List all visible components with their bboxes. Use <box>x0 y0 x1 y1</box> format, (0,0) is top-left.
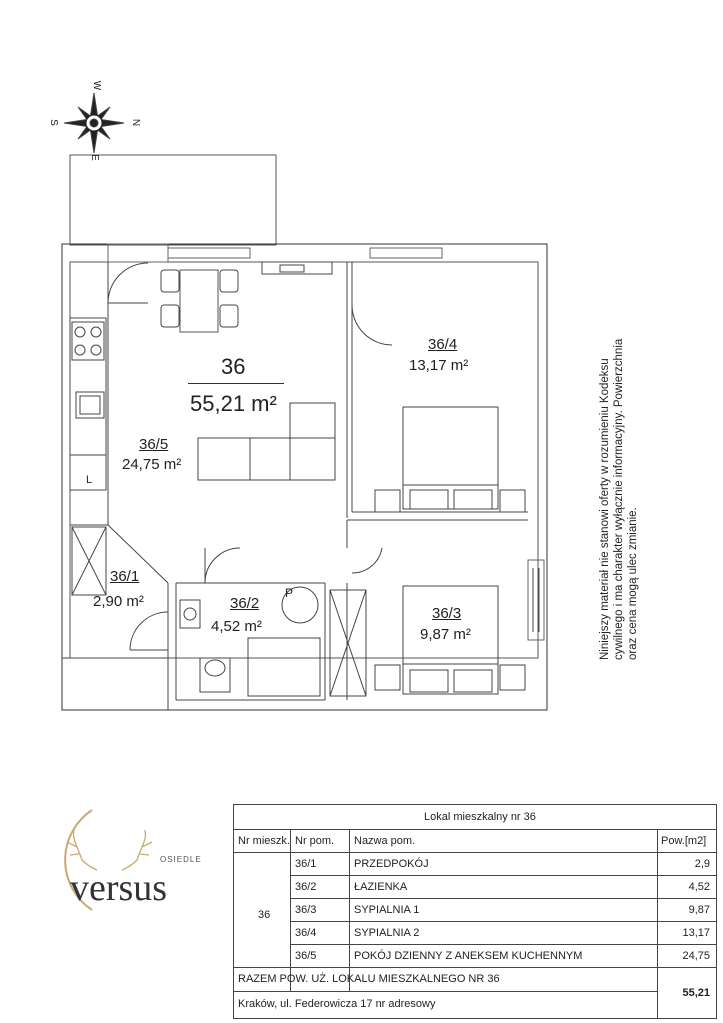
header-room-number: Nr pom. <box>295 835 335 847</box>
room-36-3-number: 36/3 <box>432 605 462 622</box>
total-label: RAZEM POW. UŻ. LOKALU MIESZKALNEGO NR 36 <box>238 973 500 985</box>
room-36-4-number: 36/4 <box>428 336 458 353</box>
outer-wall <box>62 244 547 710</box>
row-1-number: 36/1 <box>295 858 317 870</box>
row-2-number: 36/2 <box>295 881 317 893</box>
room-36-1-number: 36/1 <box>110 568 140 585</box>
row-4-number: 36/4 <box>295 927 317 939</box>
disclaimer-text: Niniejszy materiał nie stanowi oferty w rozumieniu Kodeksu cywilnego i ma charakter wyłącznie informacyjny. Powierzchnia oraz cena mogą ulec zmianie. <box>599 338 639 660</box>
compass-n: N <box>130 118 142 127</box>
row-1-name: PRZEDPOKÓJ <box>354 858 429 870</box>
pipe-label: P <box>285 586 294 600</box>
row-3-name: SYPIALNIA 1 <box>354 904 420 916</box>
logo-small-text: OSIEDLE <box>160 855 202 864</box>
versus-logo <box>52 800 222 920</box>
apartment-underline <box>188 383 284 384</box>
total-area: 55,21 <box>682 987 710 999</box>
row-5-number: 36/5 <box>295 950 317 962</box>
compass-icon <box>64 93 124 153</box>
toilet-icon <box>200 658 230 692</box>
apartment-area: 55,21 m² <box>190 391 277 416</box>
room-36-3-area: 9,87 m² <box>420 626 471 643</box>
apartment-cell: 36 <box>258 909 271 921</box>
room-36-1-area: 2,90 m² <box>93 593 144 610</box>
row-3-area: 9,87 <box>688 904 710 916</box>
header-apartment: Nr mieszk. <box>238 835 290 847</box>
kitchen-fridge-label: L <box>86 474 93 486</box>
row-1-area: 2,9 <box>694 858 710 870</box>
logo-brand-text: versus <box>70 867 168 909</box>
compass-w: W <box>91 80 103 91</box>
compass-s: S <box>47 119 59 126</box>
table-title: Lokal mieszkalny nr 36 <box>424 811 536 823</box>
apartment-number: 36 <box>221 354 246 379</box>
balcony <box>70 155 276 245</box>
row-5-area: 24,75 <box>682 950 710 962</box>
row-5-name: POKÓJ DZIENNY Z ANEKSEM KUCHENNYM <box>354 950 583 962</box>
row-2-area: 4,52 <box>688 881 710 893</box>
bed-36-4 <box>403 407 498 509</box>
room-36-4-area: 13,17 m² <box>409 357 469 374</box>
compass-e: E <box>88 154 100 161</box>
room-36-2-number: 36/2 <box>230 595 260 612</box>
row-4-area: 13,17 <box>682 927 710 939</box>
header-area: Pow.[m2] <box>661 835 707 847</box>
area-table <box>233 804 717 1019</box>
room-36-5-number: 36/5 <box>139 436 169 453</box>
dining-table <box>180 270 218 332</box>
room-36-5-area: 24,75 m² <box>122 456 182 473</box>
row-3-number: 36/3 <box>295 904 317 916</box>
address: Kraków, ul. Federowicza 17 nr adresowy <box>238 998 436 1010</box>
washbasin-icon <box>180 600 200 628</box>
row-2-name: ŁAZIENKA <box>354 881 408 893</box>
row-4-name: SYPIALNIA 2 <box>354 927 420 939</box>
header-room-name: Nazwa pom. <box>354 835 416 847</box>
sofa <box>198 438 335 480</box>
room-36-2-area: 4,52 m² <box>211 618 262 635</box>
